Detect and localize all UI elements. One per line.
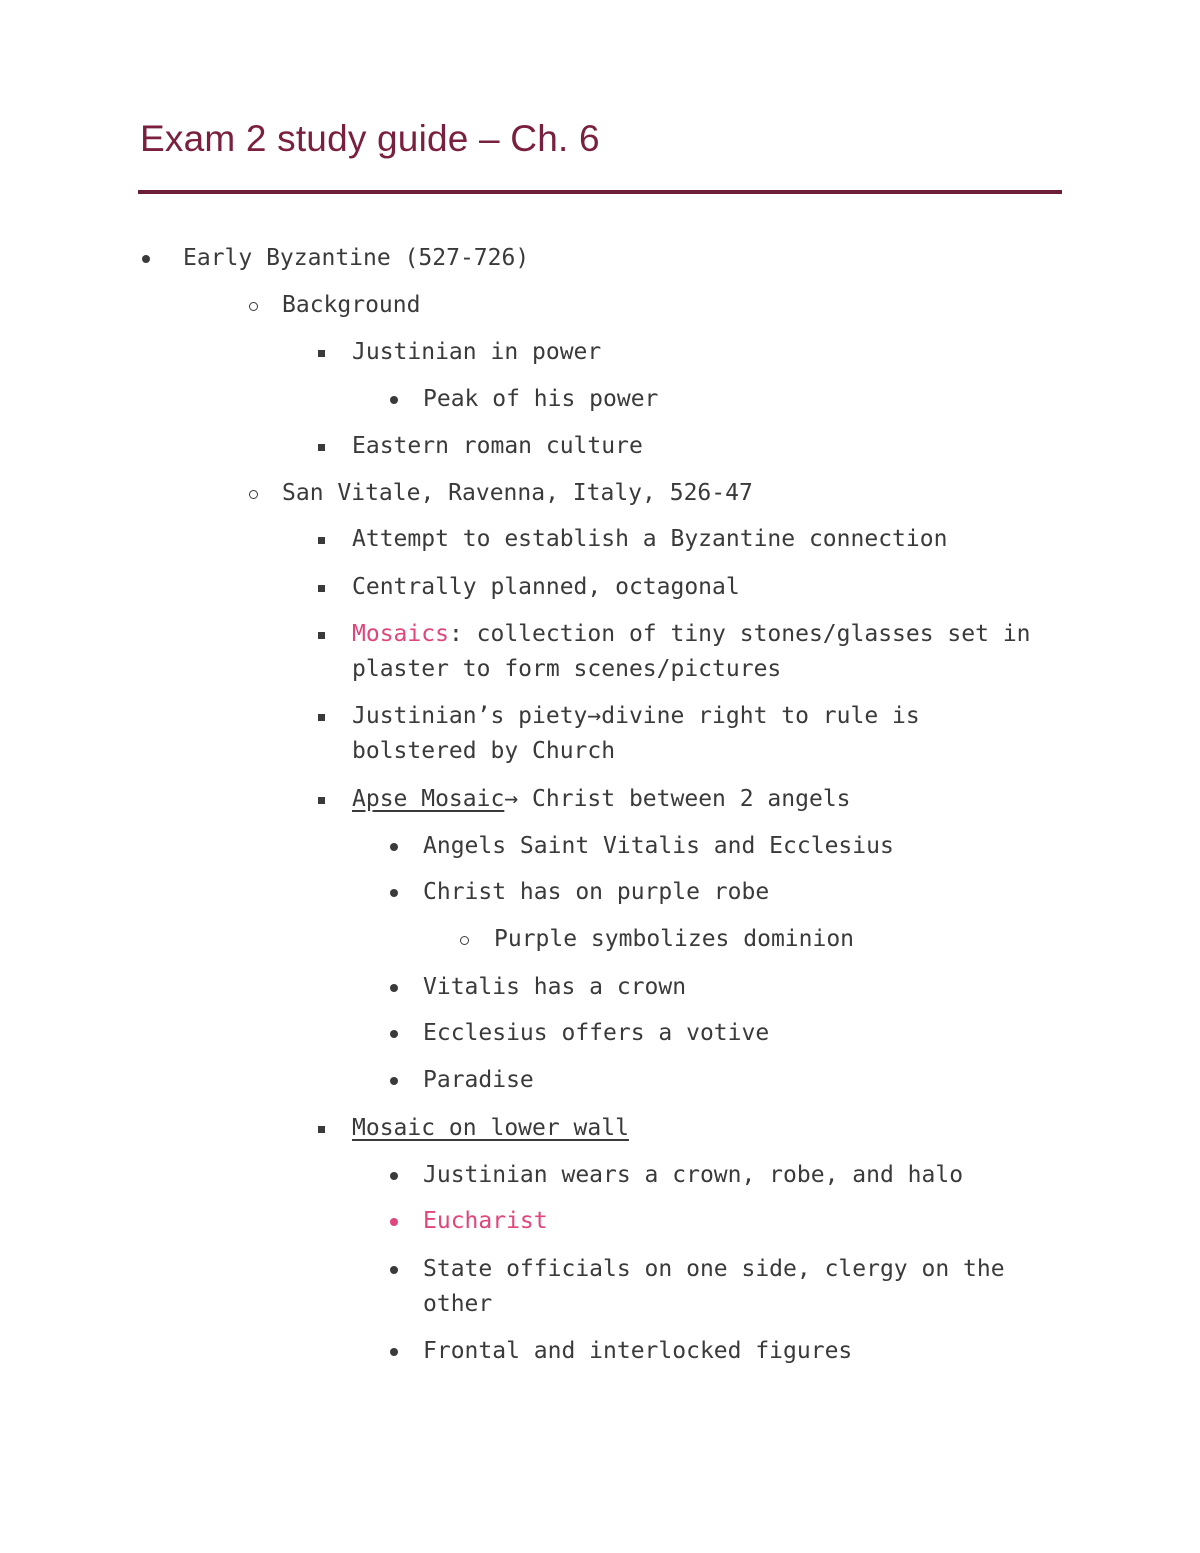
list-item: Peak of his power xyxy=(423,386,659,412)
bullet-square-icon xyxy=(318,699,325,734)
list-item: Attempt to establish a Byzantine connection xyxy=(352,526,948,552)
bullet-dot-icon xyxy=(390,1204,398,1239)
list-item: San Vitale, Ravenna, Italy, 526-47 xyxy=(282,480,753,506)
list-item: Background xyxy=(282,292,421,318)
highlighted-term: Mosaics xyxy=(352,621,449,647)
list-item-continuation: bolstered by Church xyxy=(352,738,616,764)
bullet-circle-icon xyxy=(249,476,258,511)
bullet-circle-icon xyxy=(249,288,258,323)
bullet-dot-icon xyxy=(390,829,398,864)
underlined-term: Apse Mosaic xyxy=(352,786,505,812)
list-item xyxy=(352,782,851,817)
item-text: : collection of tiny stones/glasses set in xyxy=(448,621,1031,647)
list-item: Frontal and interlocked figures xyxy=(423,1338,853,1364)
bullet-dot-icon xyxy=(390,1334,398,1369)
list-item: Christ has on purple robe xyxy=(423,879,770,905)
list-item: Justinian’s piety→divine right to rule is xyxy=(352,703,920,729)
bullet-dot-icon xyxy=(390,875,398,910)
bullet-square-icon xyxy=(318,522,325,557)
bullet-square-icon xyxy=(318,617,325,652)
list-item-continuation: other xyxy=(423,1291,493,1317)
list-item: Vitalis has a crown xyxy=(423,974,687,1000)
bullet-dot-icon xyxy=(390,970,398,1005)
list-item: Mosaic on lower wall xyxy=(352,1115,629,1141)
list-item: Centrally planned, octagonal xyxy=(352,574,740,600)
bullet-dot-icon xyxy=(142,241,150,276)
list-item: Ecclesius offers a votive xyxy=(423,1020,770,1046)
list-item: Early Byzantine (527-726) xyxy=(183,245,530,271)
bullet-square-icon xyxy=(318,1111,325,1146)
list-item: Eucharist xyxy=(423,1208,548,1234)
list-item-continuation: plaster to form scenes/pictures xyxy=(352,656,782,682)
bullet-square-icon xyxy=(318,570,325,605)
list-item: State officials on one side, clergy on the xyxy=(423,1256,1005,1282)
title-divider xyxy=(138,190,1062,194)
list-item: Angels Saint Vitalis and Ecclesius xyxy=(423,833,894,859)
list-item: Justinian in power xyxy=(352,339,602,365)
bullet-dot-icon xyxy=(390,1252,398,1287)
bullet-dot-icon xyxy=(390,1016,398,1051)
page-title: Exam 2 study guide – Ch. 6 xyxy=(140,118,600,159)
bullet-dot-icon xyxy=(390,1158,398,1193)
list-item: Paradise xyxy=(423,1067,534,1093)
bullet-square-icon xyxy=(318,429,325,464)
list-item: Purple symbolizes dominion xyxy=(494,926,855,952)
bullet-square-icon xyxy=(318,782,325,817)
item-text: → Christ between 2 angels xyxy=(504,786,851,812)
bullet-square-icon xyxy=(318,335,325,370)
list-item: Justinian wears a crown, robe, and halo xyxy=(423,1162,964,1188)
bullet-dot-icon xyxy=(390,1063,398,1098)
list-item: Eastern roman culture xyxy=(352,433,643,459)
bullet-dot-icon xyxy=(390,382,398,417)
list-item xyxy=(352,617,1031,652)
bullet-circle-icon xyxy=(460,922,469,957)
